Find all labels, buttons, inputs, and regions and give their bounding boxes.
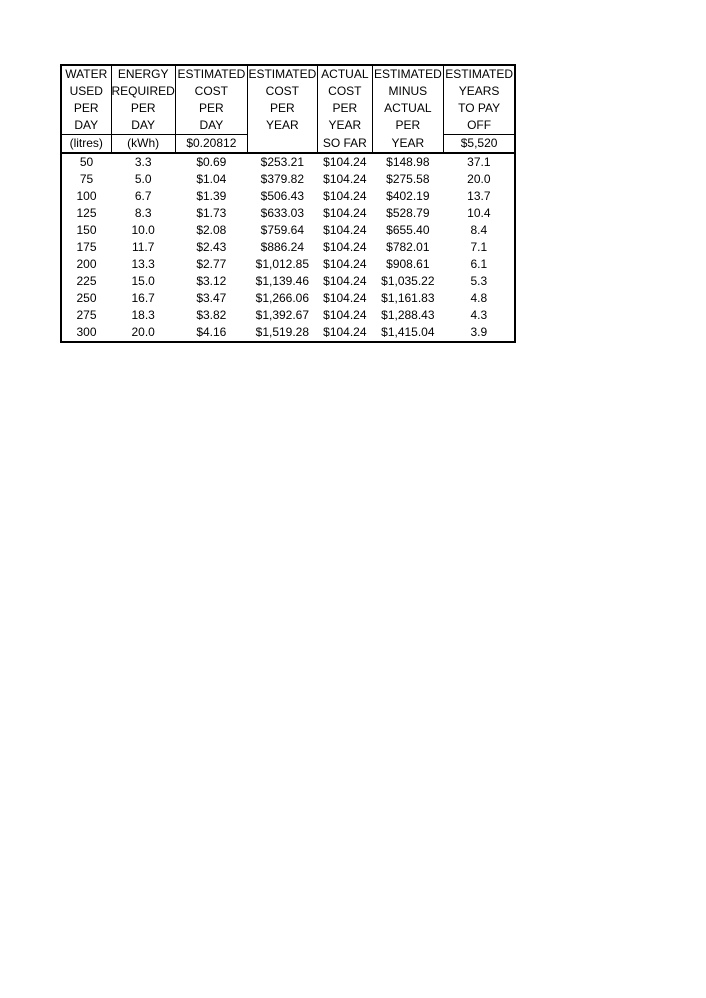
table-cell: $1,161.83 xyxy=(381,291,435,305)
table-cell: $759.64 xyxy=(260,223,305,237)
header-cell: $5,520 xyxy=(443,135,515,154)
table-cell: $275.58 xyxy=(386,172,430,186)
table-cell: $104.24 xyxy=(323,291,367,305)
table-row xyxy=(61,324,515,342)
table-cell: 10.4 xyxy=(467,206,491,220)
table-cell: 4.3 xyxy=(470,308,488,322)
header-cell xyxy=(247,135,317,154)
table-cell: $104.24 xyxy=(323,240,367,254)
header-row xyxy=(61,100,515,117)
header-cell: YEAR xyxy=(372,135,443,154)
table-cell: $1.73 xyxy=(196,206,227,220)
table-cell: $402.19 xyxy=(386,189,430,203)
table-row xyxy=(61,307,515,324)
table-cell: 175 xyxy=(76,240,97,254)
header-cell: ACTUAL xyxy=(317,65,372,83)
table-row xyxy=(61,256,515,273)
table-cell: 75 xyxy=(79,172,94,186)
header-cell: YEARS xyxy=(443,83,515,100)
header-row xyxy=(61,65,515,83)
table-cell: $104.24 xyxy=(317,153,372,171)
table-cell: $2.08 xyxy=(196,223,227,237)
header-cell: (litres) xyxy=(61,135,111,154)
table-cell: $2.43 xyxy=(196,240,227,254)
table-row xyxy=(61,188,515,205)
header-cell: YEAR xyxy=(317,117,372,135)
table-row xyxy=(61,171,515,188)
table-cell: $104.24 xyxy=(323,308,367,322)
table-cell: 275 xyxy=(76,308,97,322)
header-cell: COST xyxy=(175,83,247,100)
table-cell: 6.1 xyxy=(470,257,488,271)
table-cell: 11.7 xyxy=(131,240,155,254)
table-cell: $253.21 xyxy=(247,153,317,171)
table-cell: $655.40 xyxy=(386,223,430,237)
header-cell: WATER xyxy=(65,67,108,81)
table-cell: 150 xyxy=(76,223,97,237)
header-cell: PER xyxy=(247,100,317,117)
header-cell: SO FAR xyxy=(317,135,372,154)
header-cell: USED xyxy=(69,84,103,98)
table-cell: 13.7 xyxy=(467,189,491,203)
table-cell: 125 xyxy=(76,206,97,220)
header-cell: ESTIMATED xyxy=(248,67,317,81)
table-cell: $148.98 xyxy=(372,153,443,171)
table-cell: 15.0 xyxy=(131,274,155,288)
table-row xyxy=(61,273,515,290)
table-cell: $1.04 xyxy=(196,172,227,186)
table-cell: $886.24 xyxy=(260,240,305,254)
table-cell: $4.16 xyxy=(196,325,227,339)
table-cell: 37.1 xyxy=(443,153,515,171)
header-cell: ENERGY xyxy=(111,65,175,83)
table-cell: 50 xyxy=(61,153,111,171)
header-cell: PER xyxy=(317,100,372,117)
table-cell: $2.77 xyxy=(196,257,227,271)
table-cell: $908.61 xyxy=(386,257,430,271)
header-cell: PER xyxy=(372,117,443,135)
header-units-row xyxy=(61,135,515,154)
header-cell: (kWh) xyxy=(111,135,175,154)
table-cell: 8.4 xyxy=(470,223,488,237)
table-cell: 13.3 xyxy=(131,257,155,271)
table-row xyxy=(61,239,515,256)
table-cell: 250 xyxy=(76,291,97,305)
header-cell: YEAR xyxy=(247,117,317,135)
table-row xyxy=(61,222,515,239)
table-cell: 100 xyxy=(76,189,97,203)
header-cell: PER xyxy=(73,101,99,115)
table-cell: $3.47 xyxy=(196,291,227,305)
header-cell: ESTIMATED xyxy=(443,65,515,83)
table-cell: 300 xyxy=(76,325,97,339)
header-cell: DAY xyxy=(175,117,247,135)
header-row xyxy=(61,83,515,100)
table-cell: 5.0 xyxy=(134,172,152,186)
header-cell: MINUS xyxy=(372,83,443,100)
table-cell: $1,035.22 xyxy=(381,274,435,288)
table-header xyxy=(61,65,515,153)
header-cell: PER xyxy=(111,100,175,117)
header-cell: ESTIMATED xyxy=(373,67,442,81)
table-cell: 4.8 xyxy=(470,291,488,305)
table-cell: $379.82 xyxy=(260,172,305,186)
table-cell: $782.01 xyxy=(386,240,430,254)
table-cell: 225 xyxy=(76,274,97,288)
table-cell: $1,012.85 xyxy=(255,257,310,271)
table-cell: 6.7 xyxy=(134,189,152,203)
header-cell: DAY xyxy=(74,118,99,132)
header-cell: REQUIRED xyxy=(111,84,175,98)
table-cell: $1,266.06 xyxy=(255,291,310,305)
table-row xyxy=(61,153,515,171)
table-row xyxy=(61,290,515,307)
header-cell: $0.20812 xyxy=(175,135,247,154)
cost-table xyxy=(60,64,516,343)
table-cell: 18.3 xyxy=(131,308,155,322)
header-cell: OFF xyxy=(443,117,515,135)
table-cell: $1,139.46 xyxy=(255,274,310,288)
table-row xyxy=(61,205,515,222)
table-cell: 200 xyxy=(76,257,97,271)
header-cell: ESTIMATED xyxy=(175,65,247,83)
header-cell: PER xyxy=(175,100,247,117)
table-cell: $633.03 xyxy=(260,206,305,220)
header-cell: DAY xyxy=(111,117,175,135)
table-cell: $1,392.67 xyxy=(255,308,310,322)
table-cell: $104.24 xyxy=(323,189,367,203)
table-cell: $1,288.43 xyxy=(381,308,435,322)
table-cell: 5.3 xyxy=(470,274,488,288)
table-cell: 10.0 xyxy=(131,223,155,237)
table-cell: $104.24 xyxy=(323,223,367,237)
table-cell: 7.1 xyxy=(470,240,488,254)
table-cell: 20.0 xyxy=(131,325,155,339)
table-cell: $104.24 xyxy=(323,172,367,186)
header-cell: COST xyxy=(317,83,372,100)
table-cell: $104.24 xyxy=(323,257,367,271)
table-cell: $506.43 xyxy=(260,189,305,203)
table-cell: 3.3 xyxy=(111,153,175,171)
header-cell: TO PAY xyxy=(443,100,515,117)
header-cell: COST xyxy=(247,83,317,100)
table-cell: 8.3 xyxy=(134,206,152,220)
table-cell: $1.39 xyxy=(196,189,227,203)
table-cell: 16.7 xyxy=(131,291,155,305)
table-cell: $3.12 xyxy=(196,274,227,288)
table-cell: $528.79 xyxy=(386,206,430,220)
table-cell: 3.9 xyxy=(470,325,488,339)
table-cell: $3.82 xyxy=(196,308,227,322)
table-cell: $104.24 xyxy=(323,274,367,288)
header-row xyxy=(61,117,515,135)
table-cell: $0.69 xyxy=(175,153,247,171)
table-cell: $1,415.04 xyxy=(381,325,435,339)
table-body xyxy=(61,153,515,342)
table-cell: $1,519.28 xyxy=(255,325,310,339)
table-cell: $104.24 xyxy=(323,325,367,339)
table-cell: $104.24 xyxy=(323,206,367,220)
table-cell: 20.0 xyxy=(467,172,491,186)
header-cell: ACTUAL xyxy=(372,100,443,117)
